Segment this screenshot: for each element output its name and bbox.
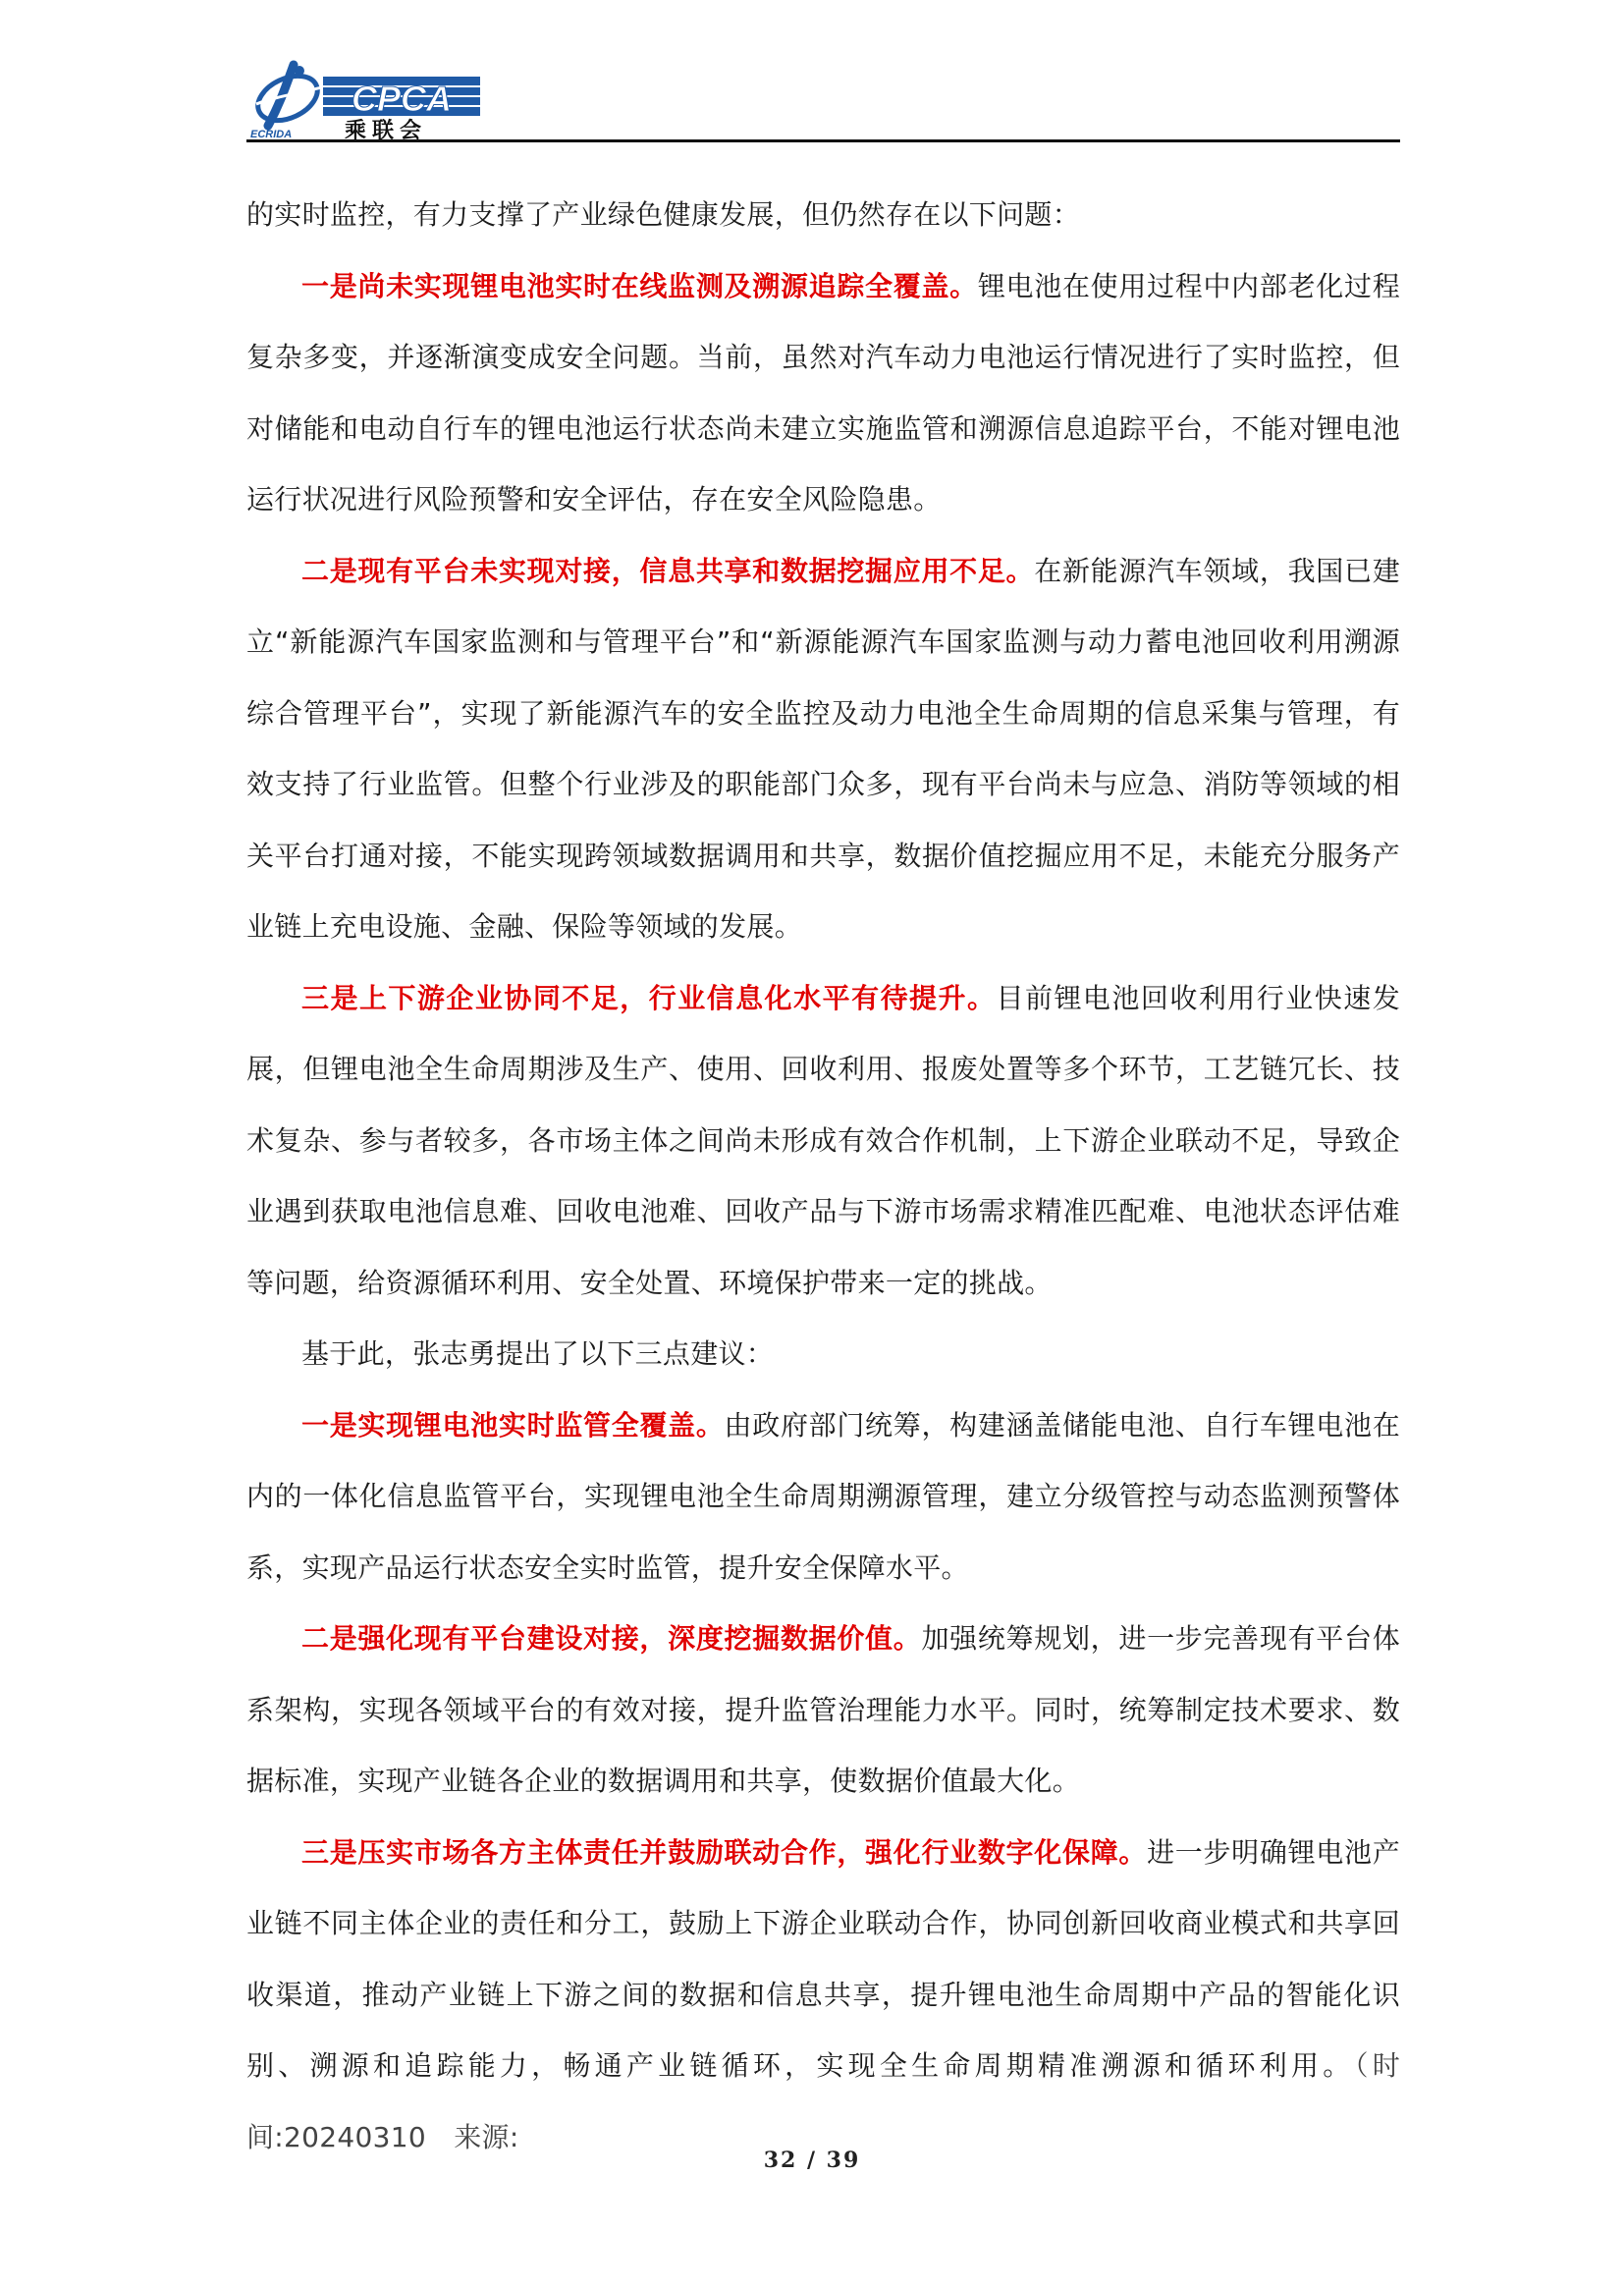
page-header: [246, 57, 1400, 143]
paragraph-problem-1: [246, 251, 1400, 536]
paragraph-lead: 一是尚未实现锂电池实时在线监测及溯源追踪全覆盖。: [301, 269, 978, 302]
paragraph-problem-2: [246, 536, 1400, 963]
paragraph-text: 锂电池在使用过程中内部老化过程复杂多变，并逐渐演变成安全问题。当前，虽然对汽车动力电池运行情况进行了实时监控，但对储能和电动自行车的锂电池运行状态尚未建立实施监管和溯源信息追踪平台，不能对锂电池运行状况进行风险预警和安全评估，存在安全风险隐患。: [246, 269, 1400, 516]
paragraph-lead: 二是现有平台未实现对接，信息共享和数据挖掘应用不足。: [301, 554, 1035, 587]
article-body: [246, 180, 1400, 2173]
paragraph-suggestion-2: [246, 1604, 1400, 1818]
paragraph-intro: [246, 180, 1400, 251]
cpca-emblem-icon: [251, 65, 325, 130]
paragraph-lead: 一是实现锂电池实时监管全覆盖。: [301, 1408, 725, 1442]
paragraph-suggestion-1: [246, 1390, 1400, 1605]
paragraph-lead: 三是上下游企业协同不足，行业信息化水平有待提升。: [301, 981, 997, 1014]
logo-mark-text: ECRIDA: [250, 129, 293, 140]
paragraph-suggestion-3: [246, 1818, 1400, 2174]
source-note: （时间:20240310 来源:: [246, 2049, 1400, 2153]
paragraph-text: 目前锂电池回收利用行业快速发展，但锂电池全生命周期涉及生产、使用、回收利用、报废处置等多个环节，工艺链冗长、技术复杂、参与者较多，各市场主体之间尚未形成有效合作机制，上下游企业联动不足，导致企业遇到获取电池信息难、回收电池难、回收产品与下游市场需求精准匹配难、电池状态评估难等问题，给资源循环利用、安全处置、环境保护带来一定的挑战。: [246, 981, 1401, 1299]
page-number: 32 / 39: [763, 2148, 861, 2173]
header-rule: [246, 139, 1400, 142]
logo-text: CPCA: [351, 79, 453, 119]
paragraph-text: 加强统筹规划，进一步完善现有平台体系架构，实现各领域平台的有效对接，提升监管治理能力水平。同时，统筹制定技术要求、数据标准，实现产业链各企业的数据调用和共享，使数据价值最大化。: [246, 1622, 1400, 1797]
paragraph-text: 由政府部门统筹，构建涵盖储能电池、自行车锂电池在内的一体化信息监管平台，实现锂电池全生命周期溯源管理，建立分级管控与动态监测预警体系，实现产品运行状态安全实时监管，提升安全保障水平。: [246, 1408, 1400, 1584]
paragraph-problem-3: [246, 963, 1400, 1320]
paragraph-lead: 三是压实市场各方主体责任并鼓励联动合作，强化行业数字化保障。: [301, 1835, 1148, 1869]
paragraph-suggestions-intro: [246, 1319, 1400, 1390]
logo-subtext: 乘联会: [345, 119, 428, 140]
paragraph-text: 在新能源汽车领域，我国已建立“新能源汽车国家监测和与管理平台”和“新源能源汽车国家监测与动力蓄电池回收利用溯源综合管理平台”，实现了新能源汽车的安全监控及动力电池全生命周期的信息采集与管理，有效支持了行业监管。但整个行业涉及的职能部门众多，现有平台尚未与应急、消防等领域的相关平台打通对接，不能实现跨领域数据调用和共享，数据价值挖掘应用不足，未能充分服务产业链上充电设施、金融、保险等领域的发展。: [246, 554, 1400, 943]
paragraph-text: 进一步明确锂电池产业链不同主体企业的责任和分工，鼓励上下游企业联动合作，协同创新回收商业模式和共享回收渠道，推动产业链上下游之间的数据和信息共享，提升锂电池生命周期中产品的智能化识别、溯源和追踪能力，畅通产业链循环，实现全生命周期精准溯源和循环利用。: [246, 1835, 1400, 2082]
paragraph-text: 基于此，张志勇提出了以下三点建议：: [301, 1337, 775, 1370]
paragraph-text: 的实时监控，有力支撑了产业绿色健康发展，但仍然存在以下问题：: [246, 198, 1081, 231]
paragraph-lead: 二是强化现有平台建设对接，深度挖掘数据价值。: [301, 1622, 922, 1655]
cpca-logo: [246, 57, 482, 140]
